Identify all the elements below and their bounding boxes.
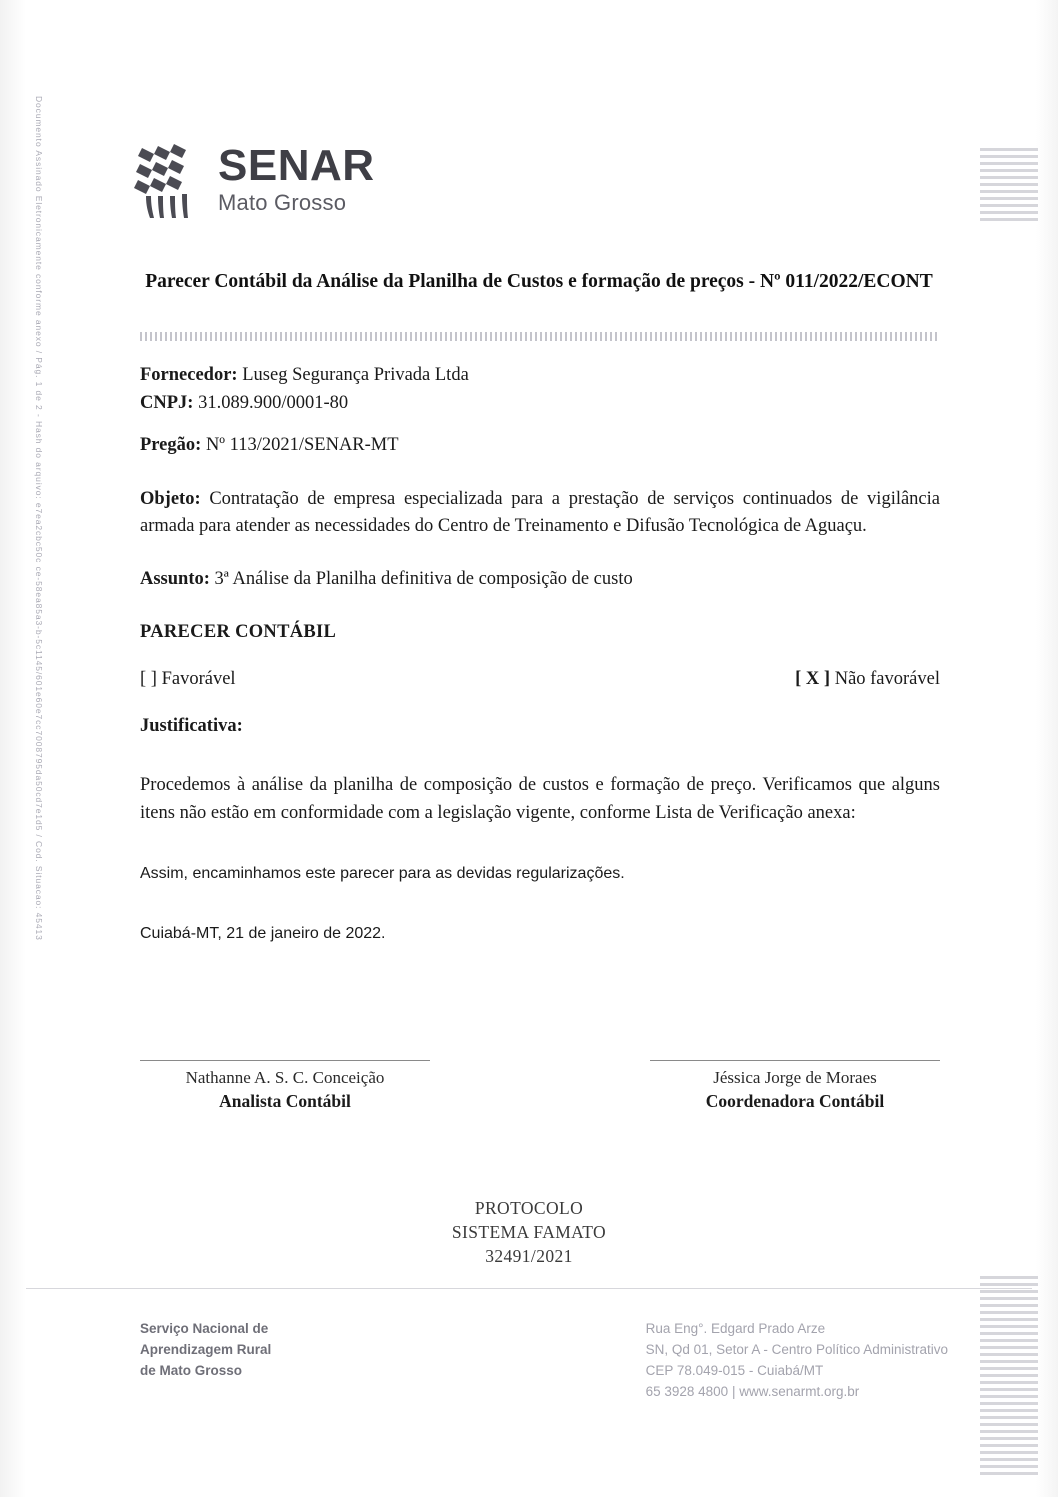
spacer (140, 460, 940, 474)
field-fornecedor-label: Fornecedor: (140, 365, 238, 385)
field-objeto-value: Contratação de empresa especializada para a prestação de serviços continuados de vigilância armada para atender as necessidades do Centro de Treinamento e Difusão Tecnológica de Aguaçu. (140, 489, 940, 536)
protocol-line-2: SISTEMA FAMATO (451, 1222, 607, 1242)
footer-addr-line-2: SN, Qd 01, Setor A - Centro Político Administrativo (645, 1342, 948, 1357)
option-nao-favoravel-checkbox[interactable]: [ X ] (795, 669, 831, 689)
footer-organization (140, 1318, 271, 1402)
parecer-options (140, 669, 940, 690)
signature-name: Nathanne A. S. C. Conceição (185, 1068, 385, 1087)
scan-edge-left (0, 0, 26, 1497)
field-pregao-label: Pregão: (140, 435, 202, 455)
justificativa-label: Justificativa: (140, 716, 243, 736)
protocol-block (0, 1196, 1058, 1268)
senar-logo (132, 140, 375, 218)
footer-addr-line-1: Rua Eng°. Edgard Prado Arze (645, 1321, 826, 1336)
footer-org-line-3: de Mato Grosso (140, 1363, 243, 1378)
signature-line (650, 1060, 940, 1061)
spacer (140, 887, 940, 921)
field-cnpj-label: CNPJ: (140, 393, 194, 413)
brand-subtitle: Mato Grosso (218, 190, 347, 215)
signature-analista (140, 1060, 430, 1113)
field-objeto (140, 486, 940, 540)
justificativa-paragraph-2: Assim, encaminhamos este parecer para as devidas regularizações. (140, 865, 625, 882)
field-assunto-value: 3ª Análise da Planilha definitiva de composição de custo (214, 569, 633, 589)
field-assunto-label: Assunto: (140, 569, 210, 589)
spacer (140, 540, 940, 566)
protocol-line-1: PROTOCOLO (474, 1198, 584, 1218)
protocol-number: 32491/2021 (485, 1246, 573, 1266)
field-objeto-label: Objeto: (140, 489, 201, 509)
footer-contact[interactable]: 65 3928 4800 | www.senarmt.org.br (645, 1384, 860, 1399)
footer-org-line-1: Serviço Nacional de (140, 1321, 269, 1336)
footer-org-line-2: Aprendizagem Rural (140, 1342, 272, 1357)
spacer (140, 827, 940, 861)
document-body (140, 362, 940, 947)
signature-name: Jéssica Jorge de Moraes (713, 1068, 877, 1087)
document-title-text: Parecer Contábil da Análise da Planilha de Custos e formação de preços - Nº 011/2022/ECONT (145, 271, 933, 292)
signature-coordenadora (650, 1060, 940, 1113)
field-fornecedor-value: Luseg Segurança Privada Ltda (242, 365, 469, 385)
option-favoravel[interactable]: [ ] Favorável (140, 669, 236, 689)
senar-wheat-logo-icon (132, 140, 206, 218)
logo-wordmark (218, 141, 375, 215)
signature-role: Analista Contábil (219, 1091, 351, 1111)
title-divider (140, 332, 940, 341)
field-fornecedor (140, 362, 940, 388)
spacer (140, 737, 940, 771)
signature-block (140, 1060, 940, 1113)
footer-addr-line-3: CEP 78.049-015 - Cuiabá/MT (645, 1363, 824, 1378)
signature-line (140, 1060, 430, 1061)
page-footer (140, 1318, 948, 1402)
signature-role: Coordenadora Contábil (705, 1091, 885, 1111)
field-cnpj-value: 31.089.900/0001-80 (198, 393, 349, 413)
local-data: Cuiabá-MT, 21 de janeiro de 2022. (140, 925, 386, 942)
parecer-heading: PARECER CONTÁBIL (140, 622, 337, 642)
field-pregao-value: Nº 113/2021/SENAR-MT (205, 435, 399, 455)
electronic-signature-stamp: Documento Assinado Eletronicamente conforme anexo / Pág. 1 de 2 - Hash do arquivo: e7ea2cbc50c ce-58ea85a3-b-5c1145/601e60e7cc7008795da50cd7e1d5 / Cod. Situacao: 45413 (34, 96, 44, 941)
hash-bar-top-icon (980, 148, 1038, 224)
footer-divider (26, 1288, 1032, 1289)
field-cnpj (140, 390, 940, 416)
spacer (140, 418, 940, 432)
footer-address (646, 1318, 948, 1402)
page-title (140, 268, 938, 296)
field-pregao (140, 432, 940, 458)
brand-name: SENAR (218, 141, 375, 190)
hash-bar-bottom-icon (980, 1276, 1038, 1476)
field-assunto (140, 566, 940, 592)
scan-edge-right (1036, 0, 1058, 1497)
option-nao-favoravel-label: Não favorável (834, 669, 940, 689)
option-nao-favoravel[interactable] (795, 669, 940, 690)
justificativa-paragraph-1: Procedemos à análise da planilha de composição de custos e formação de preço. Verificamos que alguns itens não estão em conformidade com a legislação vigente, conforme Lista de Verificação anexa: (140, 775, 940, 823)
